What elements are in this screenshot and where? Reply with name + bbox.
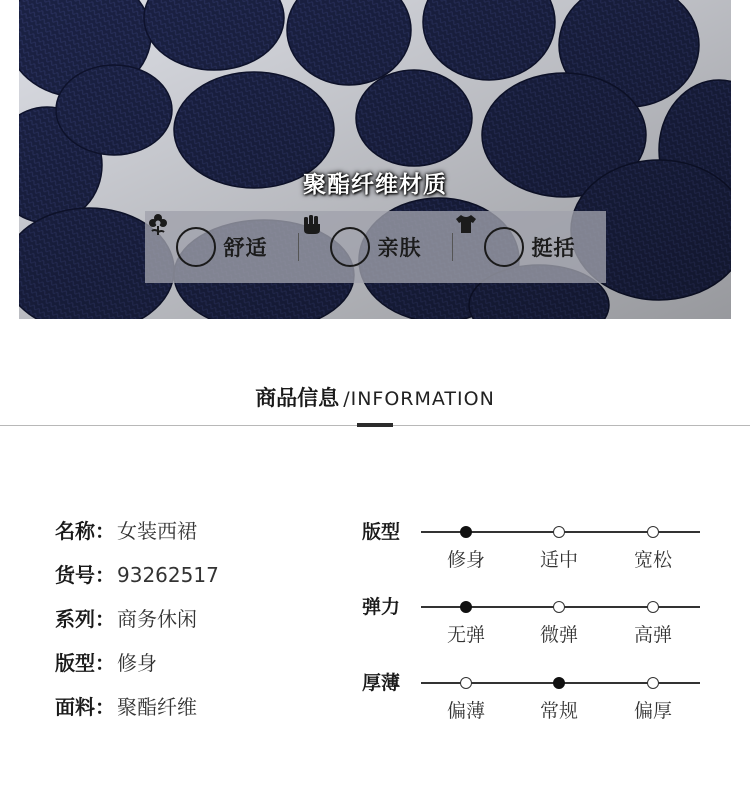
tshirt-icon [484, 227, 524, 267]
scale-dot [647, 601, 659, 613]
scale-option: 微弹 [539, 624, 578, 646]
info-row-fit [55, 647, 219, 691]
attribute-elasticity-scale [362, 592, 702, 652]
scale-dot [647, 677, 659, 689]
info-key: 系列： [55, 607, 115, 631]
scale-option: 宽松 [633, 549, 672, 571]
section-heading [0, 382, 750, 412]
scale-dot [460, 601, 472, 613]
scale-dot [647, 526, 659, 538]
scale-option: 偏厚 [633, 700, 672, 722]
scale-option: 无弹 [446, 624, 485, 646]
feature-comfort-label: 舒适 [223, 236, 268, 260]
info-key: 面料： [55, 695, 115, 719]
feature-comfort [145, 211, 298, 283]
info-value: 93262517 [117, 563, 219, 587]
scale-dot [460, 526, 472, 538]
scale-dot [553, 601, 565, 613]
hero-title: 聚酯纤维材质 [303, 172, 447, 198]
feature-crisp-label: 挺括 [531, 236, 576, 260]
scale-dot [460, 677, 472, 689]
info-row-series [55, 603, 219, 647]
section-title-cn: 商品信息 [255, 386, 340, 410]
flower-icon [176, 227, 216, 267]
scale-option: 偏薄 [446, 700, 485, 722]
fist-icon [330, 227, 370, 267]
info-value: 商务休闲 [117, 607, 197, 631]
attribute-name: 厚薄 [362, 672, 401, 694]
attribute-name: 版型 [362, 521, 401, 543]
section-divider-accent [357, 423, 393, 427]
attribute-name: 弹力 [362, 596, 401, 618]
feature-crisp [453, 211, 606, 283]
fabric-hero-image [19, 0, 731, 319]
info-key: 货号： [55, 563, 115, 587]
scale-option: 修身 [446, 549, 485, 571]
scale-option: 高弹 [633, 624, 672, 646]
info-value: 修身 [117, 651, 157, 675]
scale-dot [553, 526, 565, 538]
section-title-en: /INFORMATION [343, 388, 495, 410]
info-key: 版型： [55, 651, 115, 675]
feature-skin-friendly-label: 亲肤 [377, 236, 422, 260]
scale-option: 适中 [539, 549, 578, 571]
feature-skin-friendly [299, 211, 452, 283]
scale-option: 常规 [539, 700, 578, 722]
product-info-list [55, 515, 219, 735]
info-value: 聚酯纤维 [117, 695, 197, 719]
info-row-item-number [55, 559, 219, 603]
attribute-thickness-scale [362, 668, 702, 728]
info-row-fabric [55, 691, 219, 735]
info-key: 名称： [55, 519, 115, 543]
attribute-fit-scale [362, 517, 702, 577]
info-value: 女装西裙 [117, 519, 197, 543]
info-row-name [55, 515, 219, 559]
scale-dot [553, 677, 565, 689]
feature-bar [145, 211, 606, 283]
